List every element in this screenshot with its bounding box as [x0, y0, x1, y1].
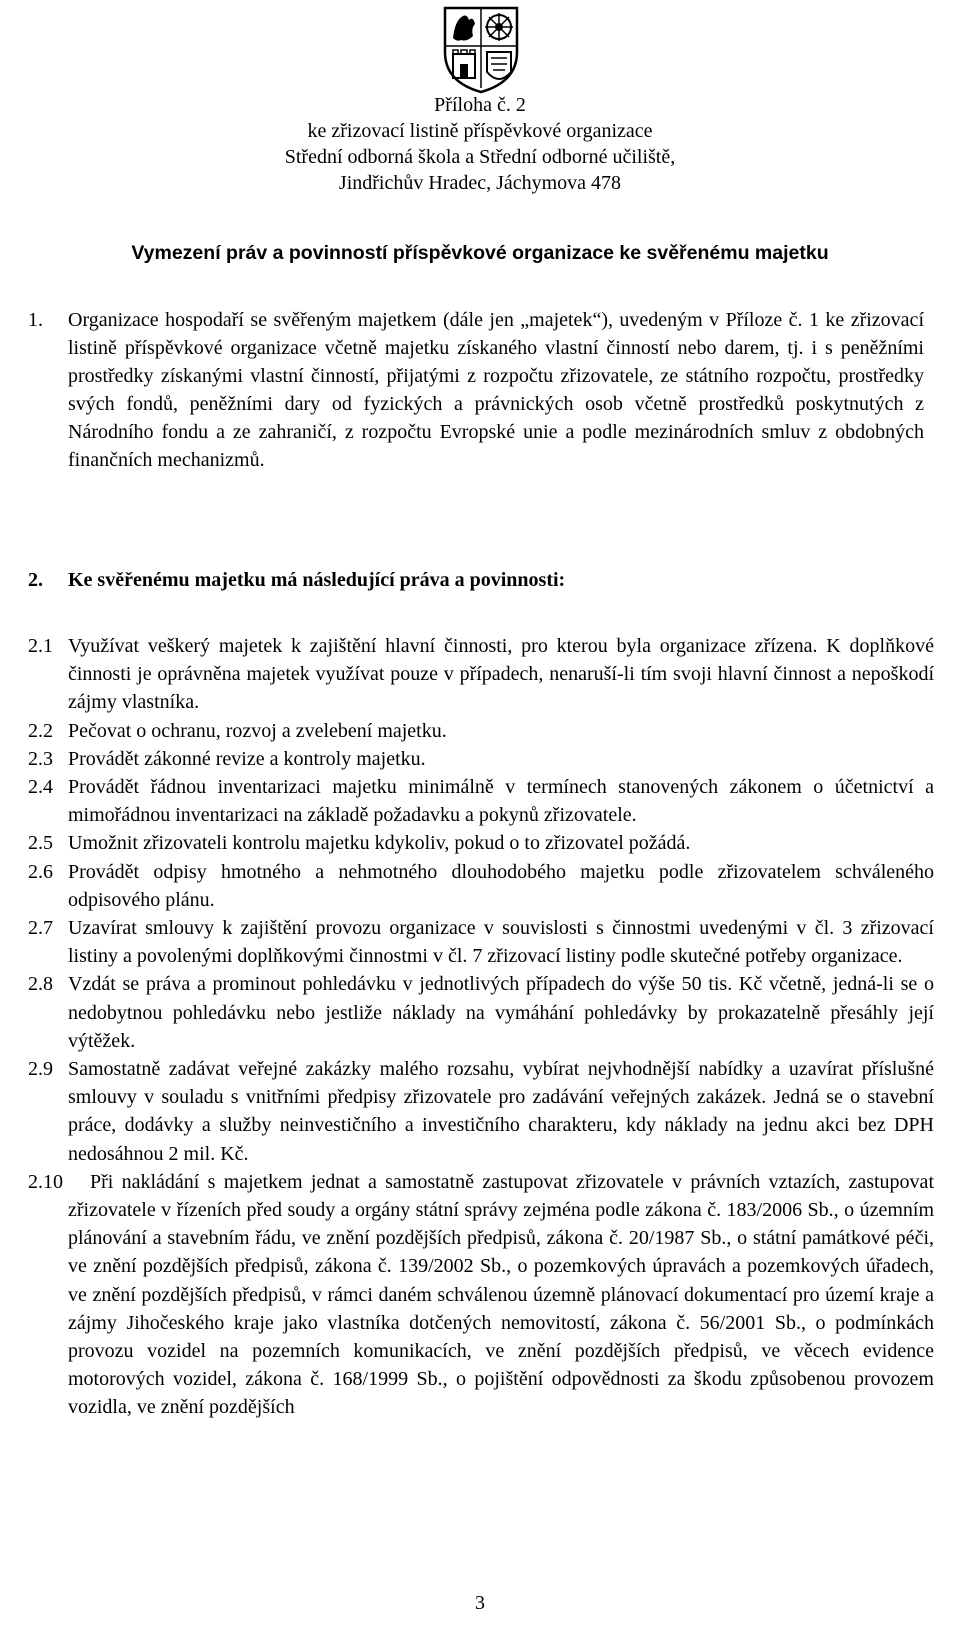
list-item	[28, 914, 934, 970]
item-text: Uzavírat smlouvy k zajištění provozu organizace v souvislosti s činnostmi uvedenými v čl. 3 zřizovací listiny a povolenými doplňkovými činnostmi v čl. 7 zřizovací listiny podle skutečné potřeby organizace.	[68, 917, 934, 968]
item-number: 2.2	[28, 719, 53, 742]
rights-list	[28, 632, 934, 1422]
item-number: 2.6	[28, 860, 53, 883]
item-text: Umožnit zřizovateli kontrolu majetku kdykoliv, pokud o to zřizovatel požádá.	[68, 832, 691, 855]
item-text: Provádět odpisy hmotného a nehmotného dlouhodobého majetku podle zřizovatelem schváleného odpisového plánu.	[68, 860, 934, 911]
section-2-heading-block	[28, 566, 924, 594]
item-number: 2.5	[28, 832, 53, 855]
item-text: Využívat veškerý majetek k zajištění hlavní činnosti, pro kterou byla organizace zřízena. K doplňkové činnosti je oprávněna majetek využívat pouze v případech, nenaruší-li tím svoji hlavní činnost a nepoškodí zájmy vlastníka.	[68, 635, 934, 714]
item-text: Při nakládání s majetkem jednat a samostatně zastupovat zřizovatele v právních vztazích, zastupovat zřizovatele v řízeních před soudy a orgány státní správy zejména podle zákona č. 183/2006 Sb., o územním plánování a stavebním řádu, ve znění pozdějších předpisů, zákona č. 20/1987 Sb., o státní památkové péči, ve znění pozdějších předpisů, zákona č. 139/2002 Sb., o pozemkových úpravách a pozemkových úřadech, ve znění pozdějších předpisů, v rámci daném schválenou územně plánovací dokumentací pro území kraje a zájmy Jihočeského kraje jako vlastníka dotčených nemovitostí, zákona č. 56/2001 Sb., o podmínkách provozu vozidel na pozemních komunikacích, ve znění pozdějších předpisů, ve věcech evidence motorových vozidel, zákona č. 168/1999 Sb., o pojištění odpovědnosti za škodu způsobenou provozem vozidla, ve znění pozdějších	[68, 1170, 934, 1419]
item-number: 2.1	[28, 635, 53, 657]
page-number: 3	[475, 1592, 485, 1614]
item-text: Pečovat o ochranu, rozvoj a zvelebení majetku.	[68, 719, 447, 742]
list-item	[28, 773, 934, 829]
item-text: Samostatně zadávat veřejné zakázky malého rozsahu, vybírat nejvhodnější nabídky a uzavírat příslušné smlouvy v souladu s vnitřními předpisy zřizovatele pro zadávání veřejných zakázek. Jedná se o stavební práce, dodávky a služby neinvestičního a investičního charakteru, kdy náklady na jednu akci bez DPH nedosáhnou 2 mil. Kč.	[68, 1058, 934, 1165]
header-line-1: ke zřizovací listině příspěvkové organizace	[307, 120, 653, 142]
item-number: 2.4	[28, 776, 53, 799]
list-item	[28, 1055, 934, 1168]
attachment-title: Příloha č. 2	[434, 94, 526, 116]
section-1-text: Organizace hospodaří se svěřeným majetkem (dále jen „majetek“), uvedeným v Příloze č. 1 ke zřizovací listině příspěvkové organizace včetně majetku získaného vlastní činností nebo darem, tj. i s peněžními prostředky získanými vlastní činností, přijatými z rozpočtu zřizovatele, ze státního rozpočtu, prostředky svých fondů, peněžními dary od fyzických a právnických osob včetně prostředků poskytnutých z Národního fondu a ze zahraničí, z rozpočtu Evropské unie a podle mezinárodních smluv z obdobných finančních mechanizmů.	[68, 309, 924, 471]
header-line-2: Střední odborná škola a Střední odborné učiliště,	[284, 146, 676, 168]
list-item	[28, 1168, 934, 1422]
document-title: Vymezení práv a povinností příspěvkové organizace ke svěřenému majetku	[131, 242, 829, 264]
section-1	[28, 306, 924, 474]
list-item	[28, 970, 934, 1055]
item-text: Vzdát se práva a prominout pohledávku v jednotlivých případech do výše 50 tis. Kč včetně, jedná-li se o nedobytnou pohledávku nebo jestliže náklady na vymáhání pohledávky by prokazatelně přesáhly její výtěžek.	[68, 973, 934, 1052]
item-number: 2.9	[28, 1058, 53, 1081]
section-1-number: 1.	[28, 309, 43, 331]
header-line-3: Jindřichův Hradec, Jáchymova 478	[338, 172, 622, 194]
list-item	[28, 632, 934, 717]
item-number: 2.7	[28, 917, 53, 940]
list-item	[28, 829, 934, 857]
section-2-heading: Ke svěřenému majetku má následující práva a povinnosti:	[68, 569, 566, 591]
item-number: 2.3	[28, 747, 53, 770]
item-number: 2.10	[28, 1170, 63, 1193]
section-2-number: 2.	[28, 569, 43, 591]
item-text: Provádět řádnou inventarizaci majetku minimálně v termínech stanovených zákonem o účetnictví a mimořádnou inventarizaci na základě požadavku a pokynů zřizovatele.	[68, 776, 934, 827]
list-item	[28, 717, 934, 745]
list-item	[28, 745, 934, 773]
coat-of-arms-icon	[431, 2, 531, 94]
list-item	[28, 858, 934, 914]
item-number: 2.8	[28, 973, 53, 996]
item-text: Provádět zákonné revize a kontroly majetku.	[68, 747, 426, 770]
